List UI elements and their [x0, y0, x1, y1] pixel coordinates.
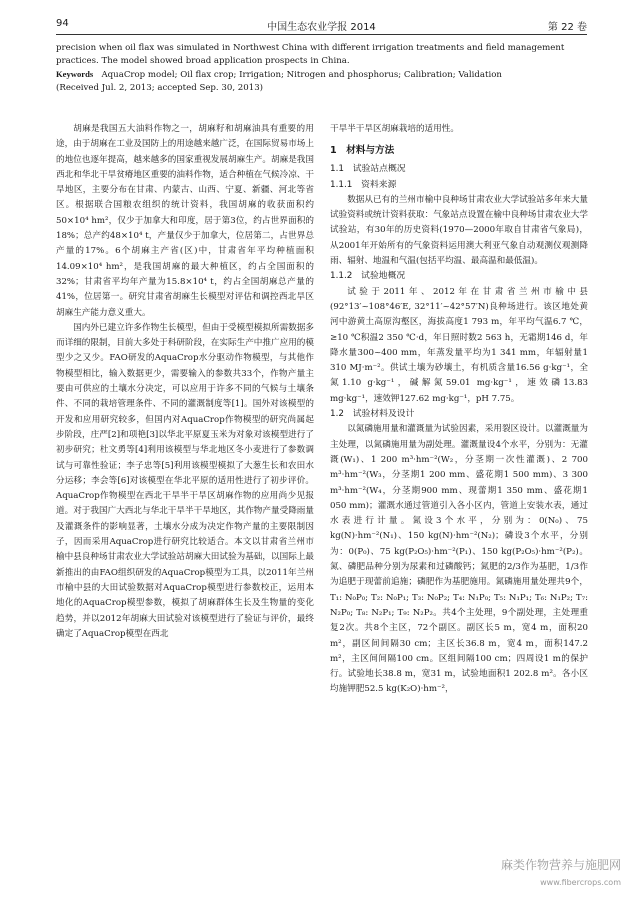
site-paragraph: 试验于2011年、2012年在甘肃省兰州市榆中县(92°13′~108°46′E, 32°11′~42°57′N)良种场进行。该区地处黄河中游黄土高原沟壑区，海拔高度1 793 m，年平均气温6.7 ℃，≥10 ℃积温2 350 ℃·d，年日照时数2 563 h，无霜期146 d，年降水量300~400 mm，年蒸发量平均为1 341 mm，年辐射量1 310 MJ·m⁻²。供试土壤为砂壤土，有机质含量16.56 g·kg⁻¹，全氮1.10 g·kg⁻¹，碱解氮59.01 mg·kg⁻¹，速效磷13.83 mg·kg⁻¹，速效钾127.62 mg·kg⁻¹，pH 7.75。 — [330, 286, 588, 404]
right-column — [330, 122, 588, 698]
subsection-1-2: 1.2 试验材料及设计 — [330, 409, 415, 420]
left-column — [56, 122, 314, 642]
subsection-1-1-1: 1.1.1 资料来源 — [330, 179, 397, 190]
design-paragraph: 以氮磷施用量和灌溉量为试验因素，采用裂区设计。以灌溉量为主处理，以氮磷施用量为副处理。灌溉量设4个水平，分别为：无灌溉(W₁)、1 200 m³·hm⁻²(W₂，分茎期一次性灌溉)、2 700 m³·hm⁻²(W₃，分茎期1 200 mm、盛花期1 500 mm)、3 300 m³·hm⁻²(W₄，分茎期900 mm、现蕾期1 350 mm、盛花期1 050 mm)；灌溉水通过管道引入各小区内，管道上安装水表，通过水表进行计量。氮设3个水平，分别为：0(N₀)、75 kg(N)·hm⁻²(N₁)、150 kg(N)·hm⁻²(N₂)；磷设3个水平，分别为：0(P₀)、75 kg(P₂O₅)·hm⁻²(P₁)、150 kg(P₂O₅)·hm⁻²(P₂)。氮、磷肥品种分别为尿素和过磷酸钙；氮肥的2/3作为基肥，1/3作为追肥于现蕾前追施；磷肥作为基肥施用。氮磷施用量处理共9个，T₁: N₀P₀; T₂: N₀P₁; T₃: N₀P₂; T₄: N₁P₀; T₅: N₁P₁; T₆: N₁P₂; T₇: N₂P₀; T₈: N₂P₁; T₉: N₂P₂。共4个主处理，9个副处理，主处理重复2次。共8个主区，72个副区。副区长5 m，宽4 m，面积20 m²，副区间间隔30 cm；主区长36.8 m，宽4 m，面积147.2 m²，主区间间隔100 cm。区组间隔100 cm；四周设1 m的保护行。试验地长38.8 m，宽31 m，试验地面积1 202.8 m²。各小区均施钾肥52.5 kg(K₂O)·hm⁻²， — [330, 424, 588, 695]
watermark-url: www.fibercrops.com — [540, 878, 621, 887]
running-header — [56, 14, 587, 35]
abstract-block — [56, 42, 587, 95]
subsection-1-1: 1.1 试验站点概况 — [330, 164, 406, 175]
keywords-text: AquaCrop model; Oil flax crop; Irrigation; Nitrogen and phosphorus; Calibration; Validation — [101, 70, 502, 80]
intro-paragraph-2: 国内外已建立许多作物生长模型，但由于受模型模拟所需数据多而详细的限制，目前大多处于科研阶段，在实际生产中推广应用的模型少之又少。FAO研发的AquaCrop水分驱动作物模型，与其他作物模型相比，输入数据更少，需要输入的参数共33个，作物产量主要由可供应的土壤水分决定，可以应用于许多不同的气候与土壤条件、不同的栽培管理条件、不同的灌溉制度等[1]。国外对该模型的开发和应用研究较多，但国内对AquaCrop作物模型的研究尚属起步阶段，庄严[2]和项艳[3]以华北平原夏玉米为对象对该模型进行了初步研究；杜文勇等[4]利用该模型与华北地区冬小麦进行了参数调试与可靠性验证；李子忠等[5]利用该模型模拟了大葱生长和农田水分运移；李会等[6]对该模型在华北平原的适用性进行了初步评价。AquaCrop作物模型在西北干旱半干旱区胡麻作物的应用尚少见报道。对于我国广大西北与华北干旱半干旱地区，其作物产量受降雨量及灌溉条件的影响显著，土壤水分成为决定作物产量的主要限制因子，因而采用AquaCrop进行研究比较适合。本文以甘肃省兰州市榆中县良种场甘肃农业大学试验站胡麻大田试验为基础，以国际上最新推出的由FAO组织研发的AquaCrop模型为工具，以2011年兰州市榆中县的大田试验数据对AquaCrop模型进行参数校正，运用本地化的AquaCrop模型参数，模拟了胡麻群体生长及生物量的变化趋势，并以2012年胡麻大田试验对该模型进行了验证与评价，最终确定了AquaCrop模型在西北 — [56, 322, 314, 639]
keywords-label: Keywords — [56, 69, 94, 79]
volume-number: 第 22 卷 — [547, 22, 587, 33]
journal-name: 中国生态农业学报 2014 — [267, 22, 376, 33]
page-number: 94 — [56, 18, 69, 29]
intro-paragraph-1: 胡麻是我国五大油料作物之一，胡麻籽和胡麻油具有重要的用途，由于胡麻在工业及国防上的用途越来越广泛，在国际贸易市场上的地位也逐年提高，越来越多的国家重视发展胡麻生产。胡麻是我国西北和华北干旱贫瘠地区重要的油料作物，适合种植在气候冷凉、干旱地区，主要分布在甘肃、内蒙古、山西、宁夏、新疆、河北等省区。根据联合国粮农组织的统计资料，我国胡麻的收获面积约50×10⁴ hm²，仅少于加拿大和印度，居于第3位，约占世界面积的18%；总产约48×10⁴ t，产量仅少于加拿大，位居第二，占世界总产量的17%。6个胡麻主产省(区)中，甘肃省年平均种植面积14.09×10⁴ hm²，是我国胡麻的最大种植区，约占全国面积的32%；甘肃省平均年产量为15.8×10⁴ t，约占全国胡麻总产量的41%，位居第一。研究甘肃省胡麻生长模型对评估和调控西北旱区胡麻生产能力意义重大。 — [56, 124, 314, 318]
section-heading-1: 1 材料与方法 — [330, 145, 395, 157]
received-date: (Received Jul. 2, 2013; accepted Sep. 30, 2013) — [56, 83, 264, 93]
abstract-end: precision when oil flax was simulated in Northwest China with different irrigation treatments and field management practices. The model showed broad application prospects in China. — [56, 43, 565, 66]
data-source-paragraph: 数据从已有的兰州市榆中良种场甘肃农业大学试验站多年来大量试验资料或统计资料获取：气象站点设置在榆中良种场甘肃农业大学试验站，有30年的历史资料(1970—2000年取自甘肃省气象局)，从2001年开始所有的气象资料运用澳大利亚气象自动观测仪观测降雨、辐射、地温和气温(包括平均温、最高温和最低温)。 — [330, 194, 588, 267]
keywords-line — [56, 68, 587, 82]
subsection-1-1-2: 1.1.2 试验地概况 — [330, 271, 406, 282]
intro-continued: 干旱半干旱区胡麻栽培的适用性。 — [330, 124, 459, 134]
watermark-logo-text: 麻类作物营养与施肥网 — [500, 858, 621, 872]
